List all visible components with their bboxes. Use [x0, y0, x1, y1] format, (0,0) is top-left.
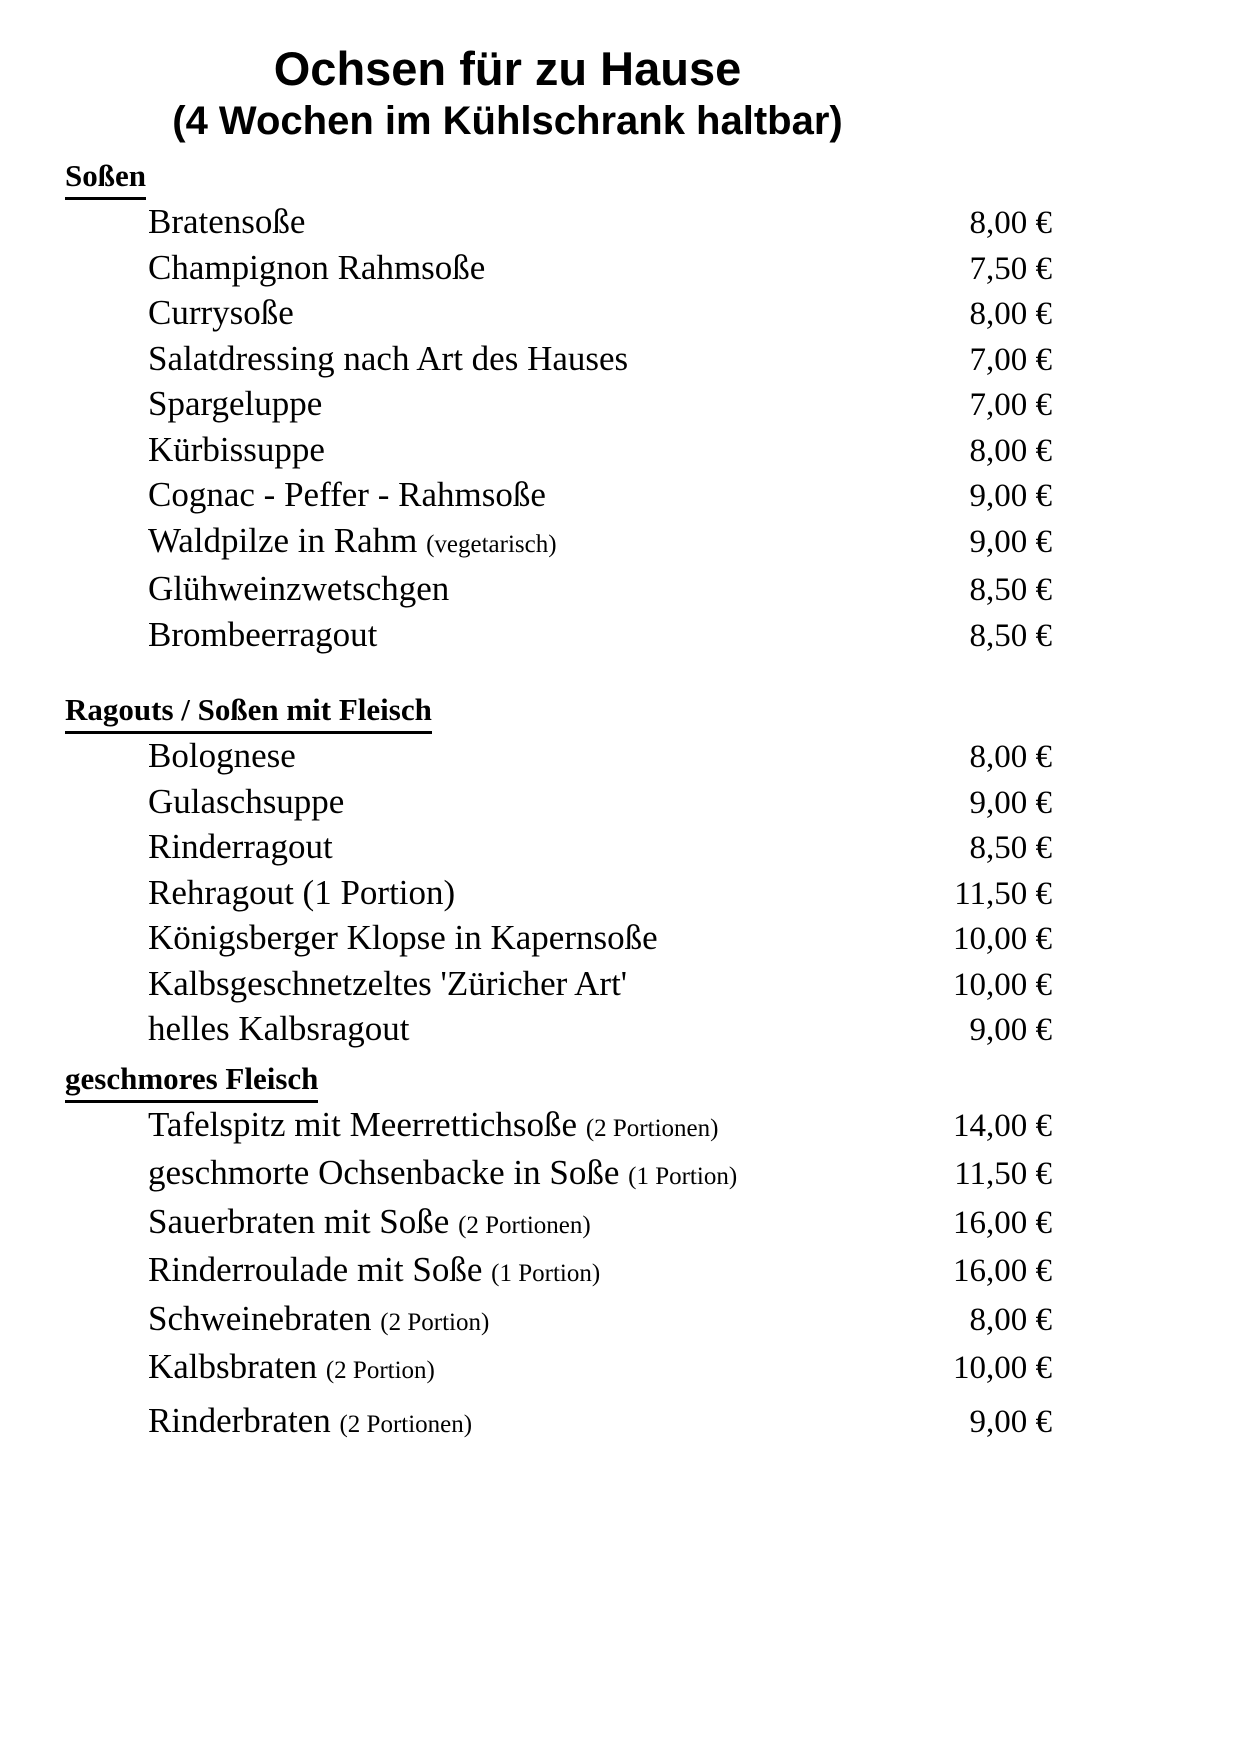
item-name: [148, 428, 325, 473]
section-heading: [65, 690, 1052, 734]
item-name: [148, 1151, 737, 1200]
section-heading-text: Soßen: [65, 156, 146, 200]
menu-item-row: [65, 825, 1052, 871]
menu-item-row: [65, 1399, 1052, 1448]
item-note: (1 Portion): [628, 1163, 738, 1190]
item-name: [148, 962, 627, 1007]
item-name: [148, 1248, 600, 1297]
item-name: [148, 871, 455, 916]
menu-item-row: [65, 428, 1052, 474]
page-title: Ochsen für zu Hause: [273, 42, 742, 95]
item-name-text: Sauerbraten mit Soße: [148, 1201, 450, 1241]
item-name-text: Bolognese: [148, 736, 296, 775]
item-price: 8,50 €: [969, 617, 1052, 654]
item-price: 10,00 €: [953, 921, 1052, 957]
item-price: 8,00 €: [969, 1301, 1052, 1338]
item-price: 8,00 €: [969, 205, 1052, 241]
item-name-text: Cognac - Peffer - Rahmsoße: [148, 475, 546, 514]
item-price: 9,00 €: [969, 784, 1052, 821]
item-name-text: Königsberger Klopse in Kapernsoße: [148, 918, 658, 957]
menu-item-row: [65, 916, 1052, 962]
menu-item-row: [65, 382, 1052, 428]
item-name-text: Glühweinzwetschgen: [148, 569, 450, 608]
item-name-text: Bratensoße: [148, 202, 306, 241]
item-name-text: Champignon Rahmsoße: [148, 247, 486, 287]
item-name: [148, 382, 322, 427]
menu-item-row: [65, 1151, 1052, 1200]
menu-item-row: [65, 473, 1052, 519]
menu-item-row: [65, 519, 1052, 568]
item-price: 11,50 €: [954, 875, 1052, 912]
item-name-text: Kalbsgeschnetzeltes 'Züricher Art': [148, 963, 628, 1003]
item-name: [148, 916, 658, 961]
item-price: 9,00 €: [969, 478, 1052, 514]
menu-item-row: [65, 246, 1052, 292]
item-note: (2 Portion): [380, 1308, 490, 1336]
menu-item-row: [65, 962, 1052, 1008]
item-name: [148, 200, 305, 245]
item-price: 16,00 €: [953, 1253, 1052, 1289]
section-heading-text: geschmores Fleisch: [65, 1059, 318, 1103]
item-name-text: Kürbissuppe: [148, 429, 325, 469]
item-name: [148, 734, 296, 779]
item-name: [148, 246, 485, 291]
item-name-text: Rinderragout: [148, 827, 333, 866]
menu-item-row: [65, 337, 1052, 383]
menu-section: [65, 156, 1052, 658]
item-name: [148, 567, 449, 612]
item-name: [148, 1345, 435, 1394]
item-name-text: Schweinebraten: [148, 1298, 372, 1338]
item-price: 9,00 €: [969, 523, 1052, 560]
item-note: (2 Portionen): [458, 1211, 591, 1239]
menu-section: [65, 690, 1052, 1053]
item-price: 8,50 €: [969, 572, 1052, 608]
menu-item-row: [65, 1200, 1052, 1249]
menu-item-row: [65, 871, 1052, 917]
section-heading-text: Ragouts / Soßen mit Fleisch: [65, 690, 432, 734]
item-note: (1 Portion): [491, 1260, 601, 1287]
section-heading: [65, 1059, 1052, 1103]
item-name-text: Currysoße: [148, 293, 294, 332]
menu-item-row: [65, 780, 1052, 826]
item-price: 9,00 €: [969, 1012, 1052, 1048]
item-price: 11,50 €: [954, 1156, 1052, 1192]
item-name: [148, 291, 294, 336]
item-price: 7,50 €: [969, 250, 1052, 287]
menu-item-row: [65, 567, 1052, 613]
menu-section: [65, 1059, 1052, 1448]
item-name: [148, 1103, 718, 1152]
item-name-text: helles Kalbsragout: [148, 1009, 410, 1048]
menu-item-row: [65, 1248, 1052, 1297]
item-name-text: Rinderbraten: [148, 1400, 331, 1440]
item-note: (2 Portionen): [339, 1410, 473, 1438]
item-price: 16,00 €: [953, 1204, 1052, 1241]
item-name: [148, 613, 377, 658]
item-price: 9,00 €: [969, 1403, 1052, 1440]
item-price: 14,00 €: [953, 1107, 1052, 1144]
menu-item-row: [65, 1007, 1052, 1053]
item-name-text: geschmorte Ochsenbacke in Soße: [148, 1153, 620, 1192]
page-header: [65, 42, 950, 146]
item-note: (2 Portion): [325, 1357, 435, 1384]
item-price: 10,00 €: [953, 1350, 1052, 1386]
item-note: (vegetarisch): [426, 530, 557, 558]
item-price: 7,00 €: [969, 387, 1052, 423]
menu-item-row: [65, 291, 1052, 337]
page-subtitle: (4 Wochen im Kühlschrank haltbar): [172, 99, 843, 143]
menu-item-row: [65, 613, 1052, 659]
section-heading: [65, 156, 1052, 200]
item-name-text: Tafelspitz mit Meerrettichsoße: [148, 1104, 586, 1144]
item-name-text: Rehragout (1 Portion): [148, 872, 456, 912]
item-price: 8,00 €: [969, 739, 1052, 775]
item-price: 10,00 €: [953, 966, 1052, 1003]
item-name: [148, 337, 628, 382]
item-name-text: Rinderroulade mit Soße: [148, 1250, 483, 1289]
menu-item-row: [65, 200, 1052, 246]
menu-item-row: [65, 1297, 1052, 1346]
item-name: [148, 473, 546, 518]
item-name-text: Salatdressing nach Art des Hauses: [148, 338, 629, 378]
item-name: [148, 1200, 591, 1249]
menu-item-row: [65, 734, 1052, 780]
item-name-text: Waldpilze in Rahm: [148, 520, 418, 560]
item-name-text: Brombeerragout: [148, 614, 378, 654]
menu-sections: [65, 156, 1052, 1447]
item-name-text: Spargeluppe: [148, 384, 323, 423]
menu-item-row: [65, 1345, 1052, 1394]
item-name: [148, 1399, 472, 1448]
item-price: 8,00 €: [969, 432, 1052, 469]
item-name: [148, 1297, 489, 1346]
item-note: (2 Portionen): [585, 1114, 719, 1142]
item-price: 8,00 €: [969, 296, 1052, 332]
item-name-text: Kalbsbraten: [148, 1347, 318, 1386]
item-name: [148, 825, 333, 870]
item-price: 7,00 €: [969, 341, 1052, 378]
item-name: [148, 519, 557, 568]
item-name: [148, 780, 344, 825]
item-price: 8,50 €: [969, 830, 1052, 866]
item-name: [148, 1007, 409, 1052]
menu-item-row: [65, 1103, 1052, 1152]
item-name-text: Gulaschsuppe: [148, 781, 345, 821]
